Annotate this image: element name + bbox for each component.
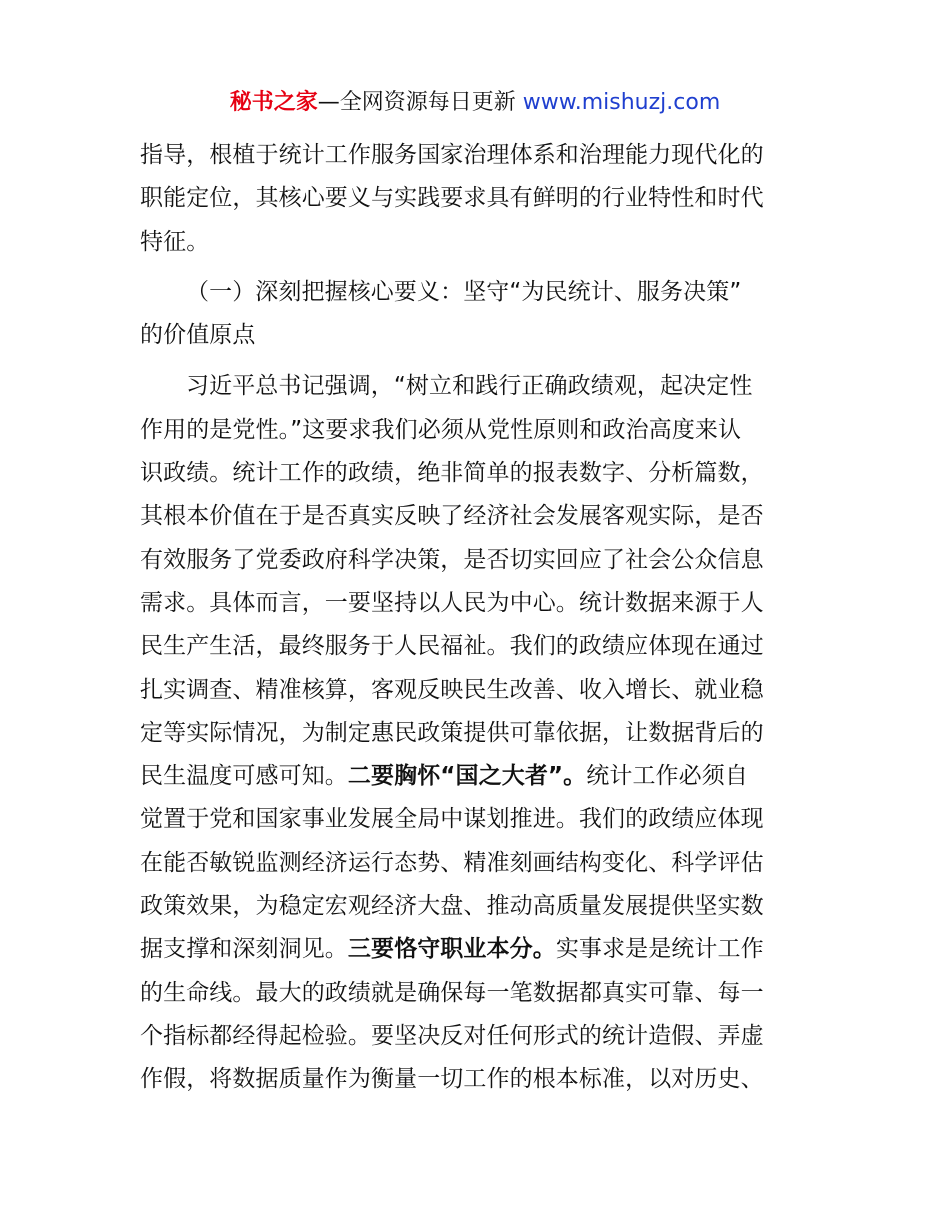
section-heading: 的价值原点 [140,322,256,349]
paragraph-line: 作用的是党性。”这要求我们必须从党性原则和政治高度来认 [140,416,742,443]
paragraph-line: 需求。具体而言，一要坚持以人民为中心。统计数据来源于人 [140,589,764,616]
paragraph-line: 个指标都经得起检验。要坚决反对任何形式的统计造假、弄虚 [140,1022,764,1049]
paragraph-line: 的生命线。最大的政绩就是确保每一笔数据都真实可靠、每一 [140,979,764,1006]
paragraph-line: 作假，将数据质量作为衡量一切工作的根本标准，以对历史、 [140,1066,764,1093]
paragraph-line: 在能否敏锐监测经济运行态势、精准刻画结构变化、科学评估 [140,849,764,876]
paragraph-text: 据支撑和深刻洞见。 [140,936,348,963]
document-body [140,134,812,1102]
paragraph-line [140,755,812,798]
paragraph-line: 政策效果，为稳定宏观经济大盘、推动高质量发展提供坚实数 [140,893,764,920]
paragraph-line: 其根本价值在于是否真实反映了经济社会发展客观实际，是否 [140,503,764,530]
intro-line: 特征。 [140,228,210,255]
site-brand: 秘书之家 [229,90,318,115]
bold-point-two: 二要胸怀“国之大者”。 [347,763,587,790]
intro-line: 指导，根植于统计工作服务国家治理体系和治理能力现代化的 [140,142,764,168]
paragraph-line: 扎实调查、精准核算，客观反映民生改善、收入增长、就业稳 [140,676,764,703]
paragraph-line: 识政绩。统计工作的政绩，绝非简单的报表数字、分析篇数， [140,460,764,487]
paragraph-line [140,928,812,971]
site-url-link[interactable]: www.mishuzj.com [522,90,721,115]
paragraph-line: 民生产生活，最终服务于人民福祉。我们的政绩应体现在通过 [140,633,764,660]
site-tagline: —全网资源每日更新 [317,90,523,115]
bold-point-three: 三要恪守职业本分。 [347,936,556,963]
section-heading: （一）深刻把握核心要义：坚守“为民统计、服务决策” [186,278,742,305]
site-header [0,88,950,118]
intro-line: 职能定位，其核心要义与实践要求具有鲜明的行业特性和时代 [140,185,764,212]
paragraph-line: 有效服务了党委政府科学决策，是否切实回应了社会公众信息 [140,546,764,573]
paragraph-text: 民生温度可感可知。 [140,763,348,790]
paragraph-line: 习近平总书记强调，“树立和践行正确政绩观，起决定性 [186,373,753,400]
paragraph-text: 实事求是是统计工作 [555,936,764,963]
paragraph-line: 觉置于党和国家事业发展全局中谋划推进。我们的政绩应体现 [140,806,764,833]
paragraph-text: 统计工作必须自 [586,763,748,790]
paragraph-line: 定等实际情况，为制定惠民政策提供可靠依据，让数据背后的 [140,719,764,746]
